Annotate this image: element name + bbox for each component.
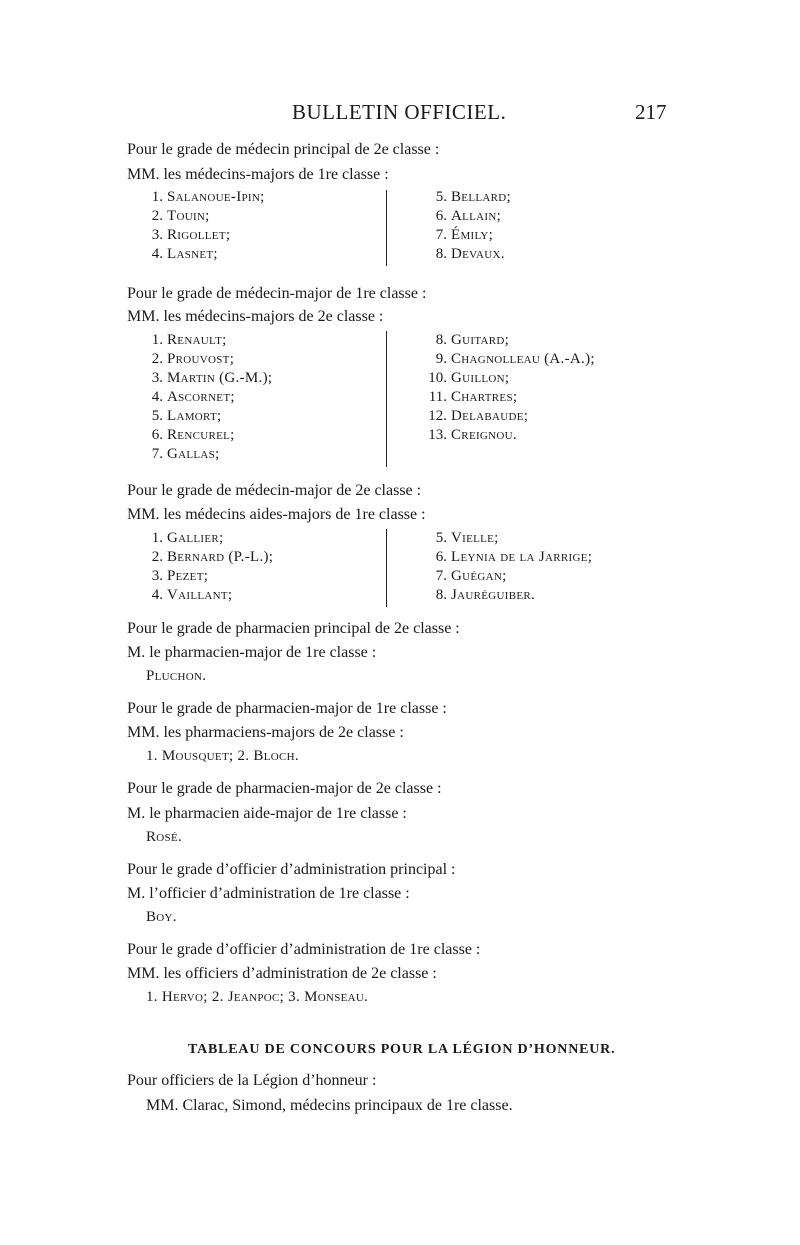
list-item: 8. Devaux. — [435, 246, 505, 262]
section-intro: Pour le grade de pharmacien-major de 2e classe : — [127, 780, 442, 797]
page-number: 217 — [635, 100, 667, 124]
header-title: BULLETIN OFFICIEL. — [292, 100, 507, 124]
section-sub: M. l’officier d’administration de 1re classe : — [127, 885, 410, 902]
section-intro: Pour le grade de médecin-major de 1re classe : — [127, 285, 427, 302]
tableau-intro: Pour officiers de la Légion d’honneur : — [127, 1072, 377, 1089]
section-sub: M. le pharmacien-major de 1re classe : — [127, 644, 377, 661]
list-item: 5. Lamort; — [151, 408, 222, 424]
section-sub: MM. les officiers d’administration de 2e classe : — [127, 965, 437, 982]
list-item: 4. Vaillant; — [151, 587, 233, 603]
names-line: Pluchon. — [146, 668, 207, 684]
section-sub: MM. les médecins aides-majors de 1re classe : — [127, 506, 426, 523]
list-item: 2. Bernard (P.-L.); — [151, 549, 274, 565]
list-item: 6. Allain; — [435, 208, 502, 224]
list-item: 10. Guillon; — [428, 370, 510, 386]
list-item: 4. Lasnet; — [151, 246, 218, 262]
section-sub: MM. les médecins-majors de 2e classe : — [127, 308, 384, 325]
column-divider — [386, 190, 387, 266]
section-intro: Pour le grade de médecin-major de 2e classe : — [127, 482, 422, 499]
list-item: 4. Ascornet; — [151, 389, 235, 405]
list-item: 13. Creignou. — [428, 427, 517, 443]
names-line: Rosé. — [146, 829, 183, 845]
section-intro: Pour le grade d’officier d’administration de 1re classe : — [127, 941, 481, 958]
section-intro: Pour le grade de médecin principal de 2e classe : — [127, 141, 440, 158]
list-item: 1. Salanoue-Ipin; — [151, 189, 265, 205]
list-item: 6. Leynia de la Jarrige; — [435, 549, 593, 565]
section-intro: Pour le grade d’officier d’administration principal : — [127, 861, 456, 878]
column-divider — [386, 331, 387, 467]
list-item: 8. Jauréguiber. — [435, 587, 536, 603]
section-sub: MM. les médecins-majors de 1re classe : — [127, 166, 389, 183]
list-item: 1. Gallier; — [151, 530, 224, 546]
section-sub: M. le pharmacien aide-major de 1re classe : — [127, 805, 407, 822]
running-header — [0, 100, 800, 130]
tableau-line: MM. Clarac, Simond, médecins principaux de 1re classe. — [146, 1097, 513, 1114]
list-item: 5. Vielle; — [435, 530, 499, 546]
list-item: 12. Delabaude; — [428, 408, 529, 424]
list-item: 3. Martin (G.-M.); — [151, 370, 273, 386]
list-item: 3. Pezet; — [151, 568, 209, 584]
list-item: 1. Renault; — [151, 332, 227, 348]
list-item: 2. Touin; — [151, 208, 210, 224]
tableau-title: TABLEAU DE CONCOURS POUR LA LÉGION D’HONNEUR. — [188, 1042, 616, 1057]
list-item: 5. Bellard; — [435, 189, 511, 205]
list-item: 9. Chagnolleau (A.-A.); — [435, 351, 595, 367]
list-item: 6. Rencurel; — [151, 427, 235, 443]
column-divider — [386, 529, 387, 607]
list-item: 2. Prouvost; — [151, 351, 235, 367]
list-item: 7. Gallas; — [151, 446, 220, 462]
names-line: Boy. — [146, 909, 177, 925]
names-line: 1. Mousquet; 2. Bloch. — [146, 748, 299, 764]
section-intro: Pour le grade de pharmacien principal de 2e classe : — [127, 620, 460, 637]
list-item: 3. Rigollet; — [151, 227, 231, 243]
section-sub: MM. les pharmaciens-majors de 2e classe : — [127, 724, 404, 741]
names-line: 1. Hervo; 2. Jeanpoc; 3. Monseau. — [146, 989, 369, 1005]
list-item: 7. Émily; — [435, 227, 494, 243]
list-item: 8. Guitard; — [435, 332, 510, 348]
list-item: 7. Guégan; — [435, 568, 507, 584]
section-intro: Pour le grade de pharmacien-major de 1re classe : — [127, 700, 447, 717]
list-item: 11. Chartres; — [428, 389, 518, 405]
